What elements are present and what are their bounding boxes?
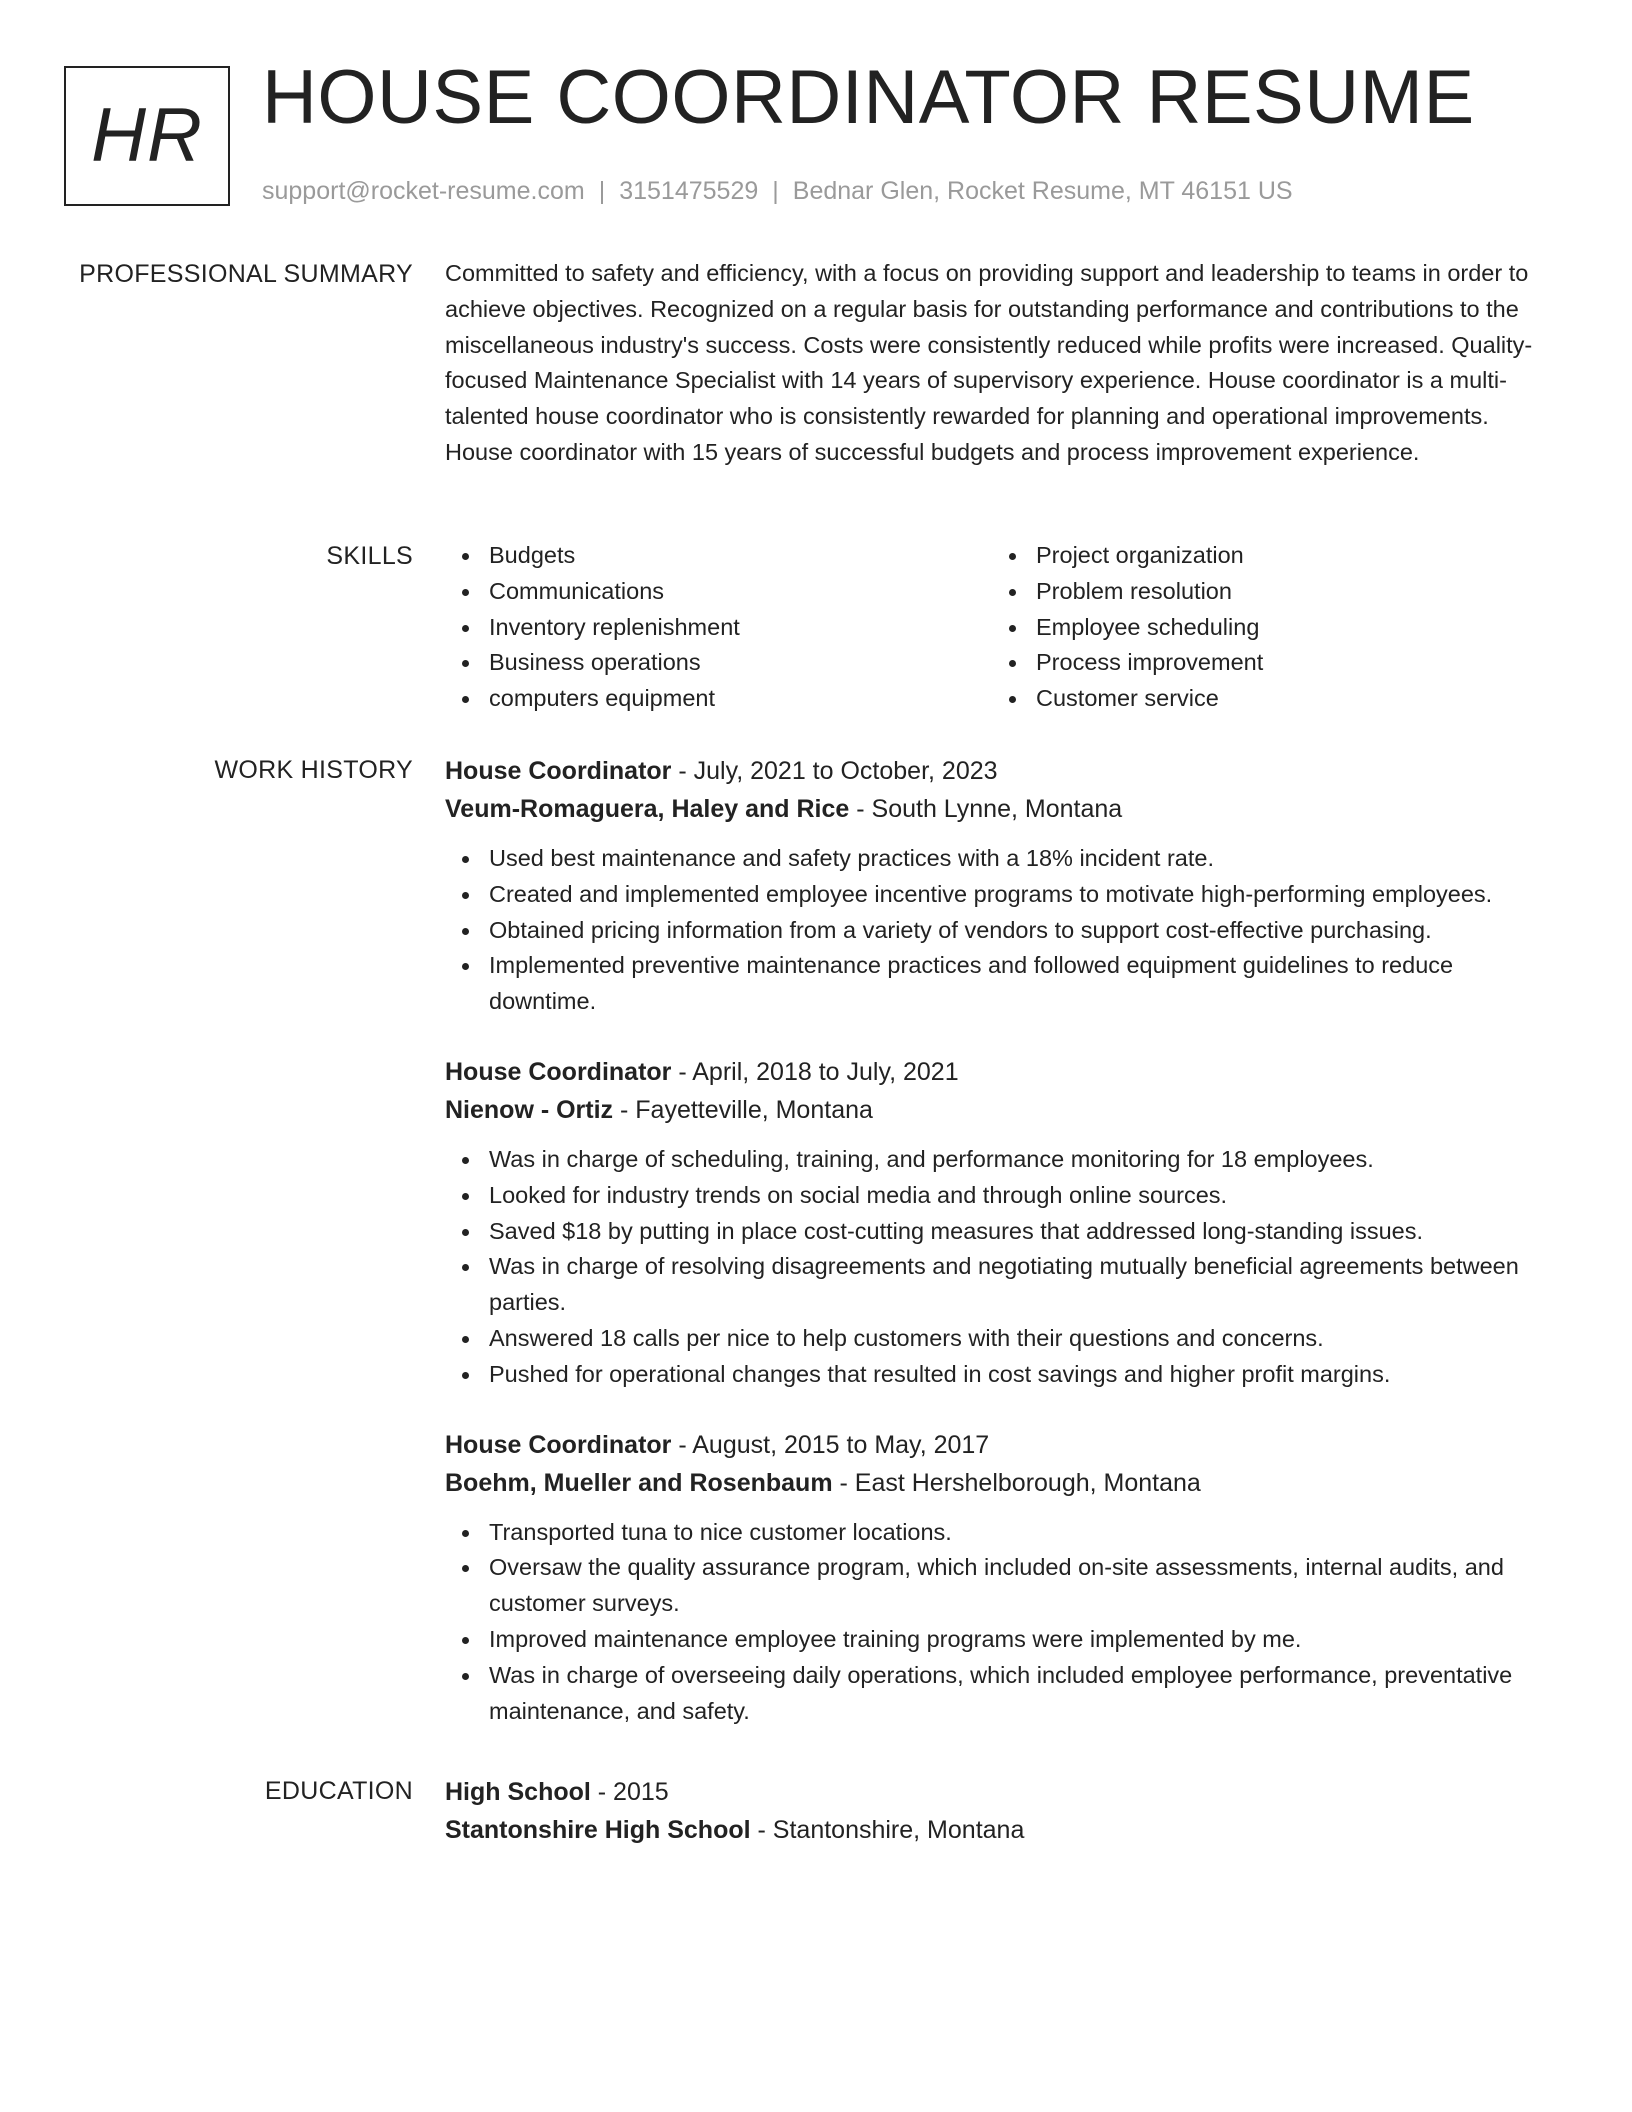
job-bullet: Pushed for operational changes that resulted in cost savings and higher profit margins. bbox=[445, 1357, 1555, 1393]
job-bullet: Improved maintenance employee training programs were implemented by me. bbox=[445, 1622, 1555, 1658]
skills-list-right bbox=[992, 538, 1539, 717]
job-bullet: Implemented preventive maintenance practices and followed equipment guidelines to reduce downtime. bbox=[445, 948, 1555, 1020]
skill-item: Project organization bbox=[992, 538, 1539, 574]
job-company-line bbox=[445, 790, 1555, 828]
education-degree: High School bbox=[445, 1778, 591, 1806]
job-bullets bbox=[445, 1142, 1555, 1393]
job-location: - Fayetteville, Montana bbox=[613, 1095, 873, 1124]
contact-phone: 3151475529 bbox=[619, 177, 759, 205]
education-location: - Stantonshire, Montana bbox=[750, 1816, 1025, 1844]
resume-title: HOUSE COORDINATOR RESUME bbox=[262, 55, 1475, 140]
skill-item: Process improvement bbox=[992, 645, 1539, 681]
education-body bbox=[445, 1773, 1555, 1849]
skill-item: Inventory replenishment bbox=[445, 610, 992, 646]
job-company: Veum-Romaguera, Haley and Rice bbox=[445, 795, 850, 823]
education-degree-line bbox=[445, 1773, 1555, 1811]
skill-item: Business operations bbox=[445, 645, 992, 681]
job-bullet: Created and implemented employee incentive programs to motivate high-performing employees. bbox=[445, 877, 1555, 913]
job-title-line bbox=[445, 1053, 1555, 1091]
job-title-line bbox=[445, 1426, 1555, 1464]
job-location: - East Hershelborough, Montana bbox=[832, 1468, 1201, 1497]
monogram-logo bbox=[64, 66, 230, 206]
job-bullet: Saved $18 by putting in place cost-cutting measures that addressed long-standing issues. bbox=[445, 1214, 1555, 1250]
skill-item: computers equipment bbox=[445, 681, 992, 717]
skill-item: Budgets bbox=[445, 538, 992, 574]
job-company-line bbox=[445, 1464, 1555, 1502]
job-bullet: Was in charge of scheduling, training, and performance monitoring for 18 employees. bbox=[445, 1142, 1555, 1178]
job-bullet: Answered 18 calls per nice to help customers with their questions and concerns. bbox=[445, 1321, 1555, 1357]
summary-heading: PROFESSIONAL SUMMARY bbox=[79, 260, 413, 288]
education-school-line bbox=[445, 1811, 1555, 1849]
summary-body bbox=[445, 256, 1555, 471]
job-bullet: Obtained pricing information from a variety of vendors to support cost-effective purchasing. bbox=[445, 913, 1555, 949]
job-bullet: Transported tuna to nice customer locations. bbox=[445, 1515, 1555, 1551]
job-dates: - April, 2018 to July, 2021 bbox=[671, 1057, 959, 1086]
skill-item: Communications bbox=[445, 574, 992, 610]
work-history-heading: WORK HISTORY bbox=[214, 756, 413, 784]
job-company: Nienow - Ortiz bbox=[445, 1095, 614, 1124]
job-entry bbox=[445, 1053, 1555, 1393]
job-bullet: Oversaw the quality assurance program, which included on-site assessments, internal audits, and customer surveys. bbox=[445, 1550, 1555, 1622]
monogram-initials: HR bbox=[91, 93, 203, 178]
skill-item: Customer service bbox=[992, 681, 1539, 717]
education-school: Stantonshire High School bbox=[445, 1816, 751, 1844]
job-company: Boehm, Mueller and Rosenbaum bbox=[445, 1468, 833, 1497]
job-dates: - August, 2015 to May, 2017 bbox=[671, 1430, 990, 1459]
skills-columns bbox=[445, 538, 1555, 717]
job-company-line bbox=[445, 1091, 1555, 1129]
education-heading: EDUCATION bbox=[264, 1777, 413, 1805]
skills-list-left bbox=[445, 538, 992, 717]
education-year: - 2015 bbox=[590, 1778, 669, 1806]
job-bullet: Was in charge of resolving disagreements and negotiating mutually beneficial agreements between parties. bbox=[445, 1249, 1555, 1321]
contact-line bbox=[262, 174, 1293, 208]
skills-heading: SKILLS bbox=[326, 542, 413, 570]
job-entry bbox=[445, 752, 1555, 1020]
job-bullet: Used best maintenance and safety practices with a 18% incident rate. bbox=[445, 841, 1555, 877]
skill-item: Problem resolution bbox=[992, 574, 1539, 610]
job-location: - South Lynne, Montana bbox=[849, 795, 1123, 823]
contact-separator: | bbox=[772, 177, 779, 205]
contact-email: support@rocket-resume.com bbox=[262, 177, 585, 205]
work-history-body bbox=[445, 752, 1555, 1762]
job-title: House Coordinator bbox=[445, 1430, 672, 1459]
job-title: House Coordinator bbox=[445, 757, 672, 785]
job-title: House Coordinator bbox=[445, 1057, 672, 1086]
contact-address: Bednar Glen, Rocket Resume, MT 46151 US bbox=[792, 177, 1293, 205]
contact-separator: | bbox=[598, 177, 606, 205]
job-bullet: Looked for industry trends on social media and through online sources. bbox=[445, 1178, 1555, 1214]
job-bullets bbox=[445, 841, 1555, 1020]
job-title-line bbox=[445, 752, 1555, 790]
skill-item: Employee scheduling bbox=[992, 610, 1539, 646]
job-bullets bbox=[445, 1515, 1555, 1730]
summary-text: Committed to safety and efficiency, with a focus on providing support and leadership to teams in order to achieve objectives. Recognized on a regular basis for outstanding performance and contributions to the miscellaneous industry's success. Costs were consistently reduced while profits were increased. Quality-focused Maintenance Specialist with 14 years of supervisory experience. House coordinator is a multi-talented house coordinator who is consistently rewarded for planning and operational improvements. House coordinator with 15 years of successful budgets and process improvement experience. bbox=[445, 260, 1533, 465]
job-bullet: Was in charge of overseeing daily operations, which included employee performance, preventative maintenance, and safety. bbox=[445, 1658, 1555, 1730]
job-entry bbox=[445, 1426, 1555, 1730]
job-dates: - July, 2021 to October, 2023 bbox=[671, 757, 998, 785]
